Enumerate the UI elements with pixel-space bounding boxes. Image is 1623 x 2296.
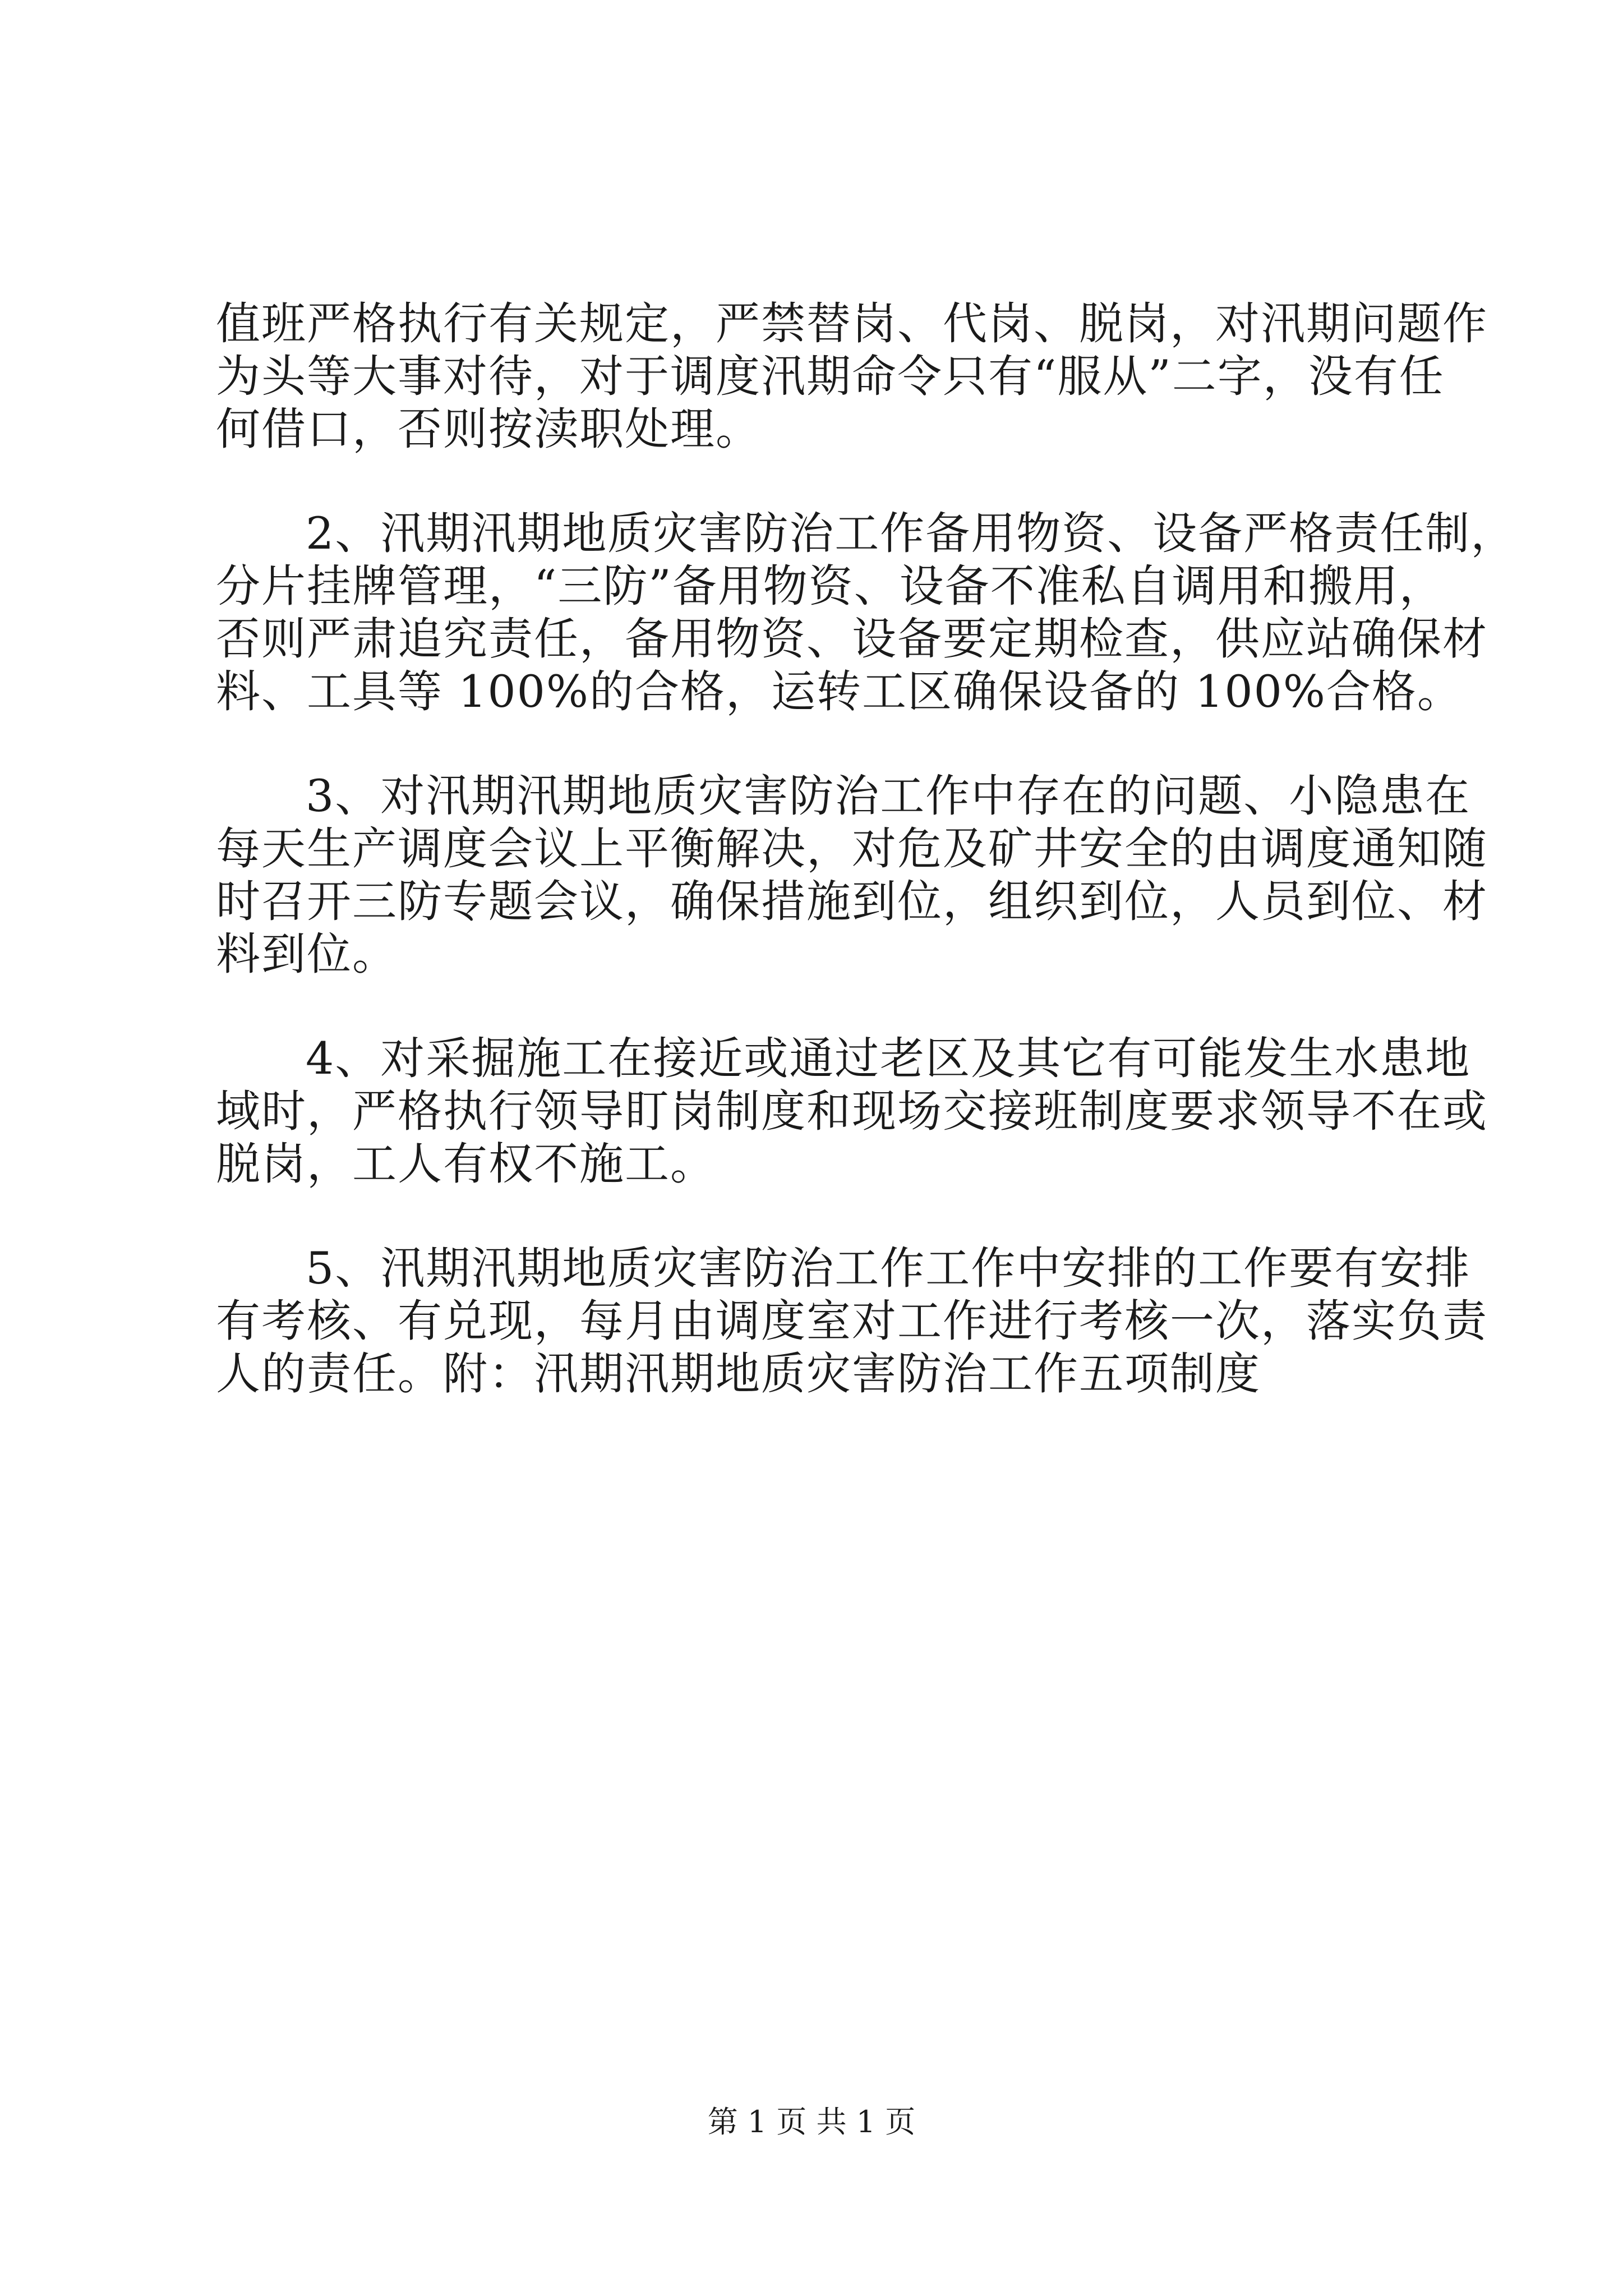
paragraph-4 [216, 1032, 1488, 1190]
paragraph-2 [216, 507, 1516, 718]
text-line: 人的责任。附：汛期汛期地质灾害防治工作五项制度 [216, 1348, 1261, 1400]
paragraph-3 [216, 770, 1488, 981]
text-line: 3、对汛期汛期地质灾害防治工作中存在的问题、小隐患在 [306, 770, 1471, 822]
text-line: 分片挂牌管理，“三防”备用物资、设备不准私自调用和搬用， [216, 560, 1445, 612]
text-line: 5、汛期汛期地质灾害防治工作工作中安排的工作要有安排 [306, 1243, 1471, 1294]
text-line: 料到位。 [216, 928, 398, 980]
text-line: 每天生产调度会议上平衡解决，对危及矿井安全的由调度通知随 [216, 823, 1488, 875]
document-body [216, 297, 1516, 1400]
text-line: 脱岗，工人有权不施工。 [216, 1138, 716, 1190]
text-line: 2、汛期汛期地质灾害防治工作备用物资、设备严格责任制， [306, 508, 1516, 559]
text-line: 值班严格执行有关规定，严禁替岗、代岗、脱岗，对汛期问题作 [216, 298, 1488, 349]
text-line: 有考核、有兑现，每月由调度室对工作进行考核一次，落实负责 [216, 1295, 1488, 1347]
text-line: 何借口，否则按渎职处理。 [216, 403, 761, 455]
page-number-footer: 第 1 页 共 1 页 [707, 2104, 916, 2139]
text-line: 时召开三防专题会议，确保措施到位，组织到位，人员到位、材 [216, 876, 1488, 927]
text-line: 4、对采掘施工在接近或通过老区及其它有可能发生水患地 [306, 1033, 1471, 1084]
paragraph-5 [216, 1242, 1488, 1400]
text-line: 为头等大事对待，对于调度汛期命令只有“服从”二字，没有任 [216, 351, 1445, 402]
text-line: 料、工具等 100%的合格，运转工区确保设备的 100%合格。 [216, 666, 1463, 717]
text-line: 域时，严格执行领导盯岗制度和现场交接班制度要求领导不在或 [216, 1085, 1488, 1137]
paragraph-1 [216, 297, 1488, 455]
text-line: 否则严肃追究责任，备用物资、设备要定期检查，供应站确保材 [216, 613, 1488, 665]
